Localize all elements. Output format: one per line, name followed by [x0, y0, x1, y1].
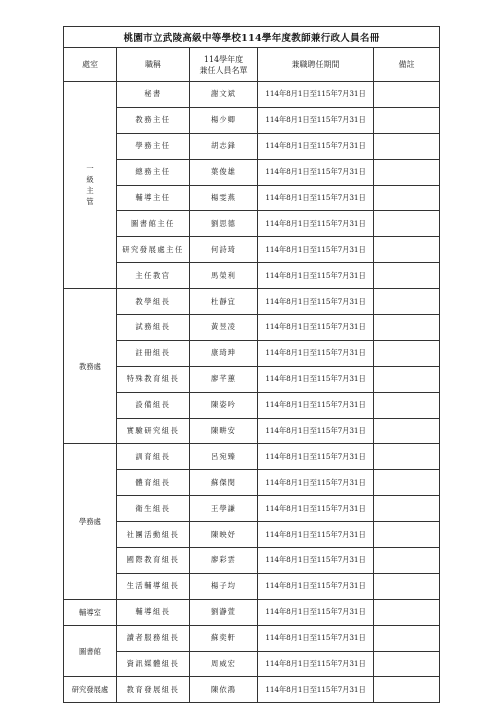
table-row	[64, 133, 440, 159]
period-cell: 114年8月1日至115年7月31日	[258, 263, 374, 289]
name-cell: 杜靜宜	[190, 289, 258, 315]
title-cell: 註冊組長	[117, 340, 190, 366]
period-cell: 114年8月1日至115年7月31日	[258, 82, 374, 108]
note-cell	[374, 366, 440, 392]
name-cell: 葉俊雄	[190, 159, 258, 185]
note-cell	[374, 651, 440, 677]
table-row	[64, 392, 440, 418]
name-cell: 劉思德	[190, 211, 258, 237]
name-cell: 呂宛臻	[190, 444, 258, 470]
table-row	[64, 444, 440, 470]
dept-cell: 圖書館	[64, 625, 117, 677]
period-cell: 114年8月1日至115年7月31日	[258, 599, 374, 625]
table-row	[64, 159, 440, 185]
period-cell: 114年8月1日至115年7月31日	[258, 625, 374, 651]
period-cell: 114年8月1日至115年7月31日	[258, 573, 374, 599]
period-cell: 114年8月1日至115年7月31日	[258, 418, 374, 444]
table-row	[64, 107, 440, 133]
period-cell: 114年8月1日至115年7月31日	[258, 444, 374, 470]
note-cell	[374, 392, 440, 418]
table-row	[64, 237, 440, 263]
period-cell: 114年8月1日至115年7月31日	[258, 133, 374, 159]
title-cell: 輔導組長	[117, 599, 190, 625]
table-row	[64, 651, 440, 677]
name-cell: 廖彩雲	[190, 548, 258, 574]
title-cell: 國際教育組長	[117, 548, 190, 574]
name-cell: 蘇奕軒	[190, 625, 258, 651]
table-row	[64, 211, 440, 237]
table-row	[64, 418, 440, 444]
document-title: 桃園市立武陵高級中等學校114學年度教師兼行政人員名冊	[64, 27, 440, 48]
name-cell: 廖芊蕙	[190, 366, 258, 392]
title-cell: 訓育組長	[117, 444, 190, 470]
dept-cell	[64, 82, 117, 289]
title-cell: 研究發展處主任	[117, 237, 190, 263]
note-cell	[374, 470, 440, 496]
table-row	[64, 625, 440, 651]
note-cell	[374, 548, 440, 574]
table-row	[64, 599, 440, 625]
title-cell: 教育發展組長	[117, 677, 190, 703]
title-cell: 學務主任	[117, 133, 190, 159]
name-cell: 謝文斌	[190, 82, 258, 108]
note-cell	[374, 573, 440, 599]
table-row	[64, 82, 440, 108]
title-cell: 秘書	[117, 82, 190, 108]
title-cell: 試務組長	[117, 315, 190, 341]
dept-cell: 學務處	[64, 444, 117, 599]
period-cell: 114年8月1日至115年7月31日	[258, 470, 374, 496]
document-sheet	[63, 26, 439, 703]
name-cell: 康琦珅	[190, 340, 258, 366]
title-cell: 輔導主任	[117, 185, 190, 211]
name-cell: 馬榮利	[190, 263, 258, 289]
name-cell: 王學謙	[190, 496, 258, 522]
note-cell	[374, 107, 440, 133]
name-cell: 何詩琦	[190, 237, 258, 263]
note-cell	[374, 315, 440, 341]
table-row	[64, 573, 440, 599]
period-cell: 114年8月1日至115年7月31日	[258, 340, 374, 366]
header-dept: 處室	[64, 48, 117, 82]
dept-cell: 教務處	[64, 289, 117, 444]
dept-cell: 輔導室	[64, 599, 117, 625]
table-row	[64, 366, 440, 392]
period-cell: 114年8月1日至115年7月31日	[258, 366, 374, 392]
table-row	[64, 548, 440, 574]
name-cell: 楊少卿	[190, 107, 258, 133]
note-cell	[374, 677, 440, 703]
note-cell	[374, 82, 440, 108]
name-cell: 黃昱凌	[190, 315, 258, 341]
title-cell: 特殊教育組長	[117, 366, 190, 392]
name-cell: 周威宏	[190, 651, 258, 677]
table-row	[64, 496, 440, 522]
name-cell: 楊子均	[190, 573, 258, 599]
note-cell	[374, 263, 440, 289]
table-row	[64, 340, 440, 366]
note-cell	[374, 444, 440, 470]
note-cell	[374, 289, 440, 315]
header-row	[64, 48, 440, 82]
name-cell: 陳畊安	[190, 418, 258, 444]
header-title: 職稱	[117, 48, 190, 82]
table-row	[64, 470, 440, 496]
title-cell: 資訊媒體組長	[117, 651, 190, 677]
title-cell: 社團活動組長	[117, 522, 190, 548]
table-row	[64, 677, 440, 703]
staff-roster-table	[63, 26, 440, 703]
note-cell	[374, 599, 440, 625]
title-cell: 體育組長	[117, 470, 190, 496]
title-cell: 實驗研究組長	[117, 418, 190, 444]
header-name-line2: 兼任人員名單	[199, 65, 248, 75]
name-cell: 蘇傑閔	[190, 470, 258, 496]
period-cell: 114年8月1日至115年7月31日	[258, 159, 374, 185]
period-cell: 114年8月1日至115年7月31日	[258, 392, 374, 418]
dept-label: 一 級 主 管	[86, 164, 94, 207]
note-cell	[374, 625, 440, 651]
period-cell: 114年8月1日至115年7月31日	[258, 237, 374, 263]
name-cell: 胡志鋒	[190, 133, 258, 159]
title-cell: 設備組長	[117, 392, 190, 418]
note-cell	[374, 522, 440, 548]
period-cell: 114年8月1日至115年7月31日	[258, 496, 374, 522]
title-cell: 讀者服務組長	[117, 625, 190, 651]
name-cell: 陳映妤	[190, 522, 258, 548]
period-cell: 114年8月1日至115年7月31日	[258, 548, 374, 574]
name-cell: 楊雯燕	[190, 185, 258, 211]
period-cell: 114年8月1日至115年7月31日	[258, 107, 374, 133]
name-cell: 陳姿吟	[190, 392, 258, 418]
title-cell: 圖書館主任	[117, 211, 190, 237]
header-period: 兼職聘任期間	[258, 48, 374, 82]
note-cell	[374, 185, 440, 211]
title-cell: 衛生組長	[117, 496, 190, 522]
name-cell: 陳依鴻	[190, 677, 258, 703]
note-cell	[374, 159, 440, 185]
table-row	[64, 185, 440, 211]
period-cell: 114年8月1日至115年7月31日	[258, 289, 374, 315]
dept-cell: 研究發展處	[64, 677, 117, 703]
note-cell	[374, 496, 440, 522]
note-cell	[374, 133, 440, 159]
period-cell: 114年8月1日至115年7月31日	[258, 315, 374, 341]
header-name-line1: 114學年度	[203, 54, 244, 64]
title-cell: 教務主任	[117, 107, 190, 133]
header-note: 備註	[374, 48, 440, 82]
title-cell: 總務主任	[117, 159, 190, 185]
title-cell: 主任教官	[117, 263, 190, 289]
name-cell: 劉瀞萱	[190, 599, 258, 625]
period-cell: 114年8月1日至115年7月31日	[258, 677, 374, 703]
note-cell	[374, 340, 440, 366]
table-row	[64, 289, 440, 315]
note-cell	[374, 237, 440, 263]
note-cell	[374, 418, 440, 444]
table-row	[64, 315, 440, 341]
period-cell: 114年8月1日至115年7月31日	[258, 522, 374, 548]
header-name	[190, 48, 258, 82]
table-row	[64, 522, 440, 548]
title-cell: 生活輔導組長	[117, 573, 190, 599]
period-cell: 114年8月1日至115年7月31日	[258, 651, 374, 677]
title-cell: 教學組長	[117, 289, 190, 315]
period-cell: 114年8月1日至115年7月31日	[258, 185, 374, 211]
table-row	[64, 263, 440, 289]
note-cell	[374, 211, 440, 237]
period-cell: 114年8月1日至115年7月31日	[258, 211, 374, 237]
